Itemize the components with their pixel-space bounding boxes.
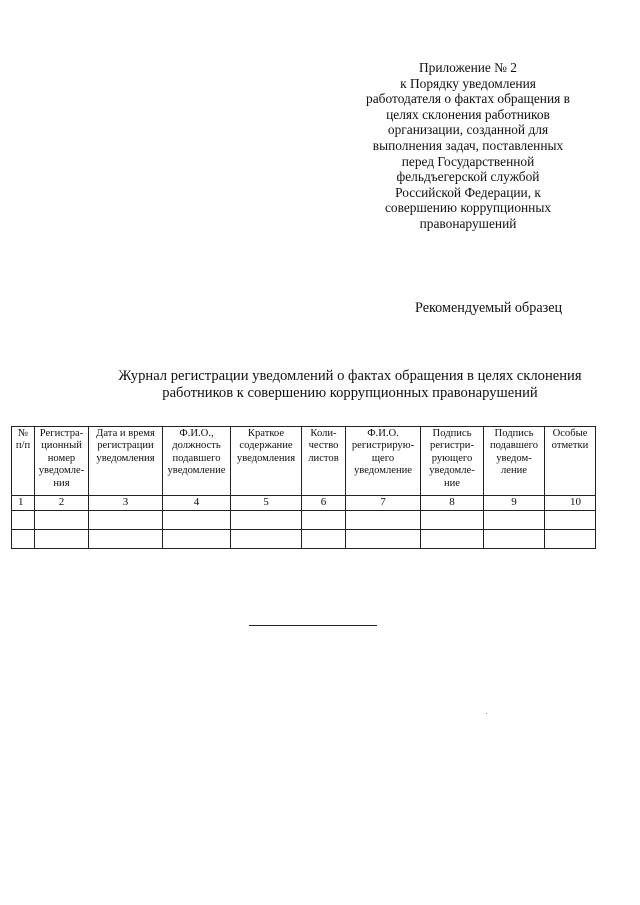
appendix-line: перед Государственной	[401, 153, 535, 169]
empty-cell	[545, 530, 596, 549]
empty-cell	[89, 511, 163, 530]
appendix-line: к Порядку уведомления	[400, 75, 536, 91]
appendix-line: совершению коррупционных	[384, 200, 552, 216]
appendix-line: фельдъегерской службой	[396, 169, 540, 185]
journal-title-line: Журнал регистрации уведомлений о фактах обращения в целях склонения	[118, 368, 582, 384]
empty-cell	[346, 530, 421, 549]
column-number: 10	[545, 496, 596, 511]
header-cell-submitter-signature: Подпись подавшего уведом- ление	[484, 427, 545, 496]
column-number: 9	[484, 496, 545, 511]
table-row	[12, 530, 596, 549]
empty-cell	[89, 530, 163, 549]
header-cell-number: № п/п	[12, 427, 35, 496]
header-cell-special-notes: Особые отметки	[545, 427, 596, 496]
header-cell-registration-date: Дата и время регистрации уведомления	[89, 427, 163, 496]
header-cell-registrar: Ф.И.О. регистрирую- щего уведомление	[346, 427, 421, 496]
empty-cell	[163, 530, 231, 549]
column-number: 4	[163, 496, 231, 511]
empty-cell	[231, 511, 302, 530]
journal-table	[11, 426, 596, 549]
header-cell-summary: Краткое содержание уведомления	[231, 427, 302, 496]
column-number: 6	[302, 496, 346, 511]
header-cell-registration-number: Регистра- ционный номер уведомле- ния	[35, 427, 89, 496]
empty-cell	[302, 511, 346, 530]
empty-cell	[35, 530, 89, 549]
appendix-line: Российской Федерации, к	[395, 184, 541, 200]
column-number: 8	[421, 496, 484, 511]
journal-title-line: работников к совершению коррупционных правонарушений	[162, 385, 538, 401]
empty-cell	[302, 530, 346, 549]
empty-cell	[35, 511, 89, 530]
empty-cell	[545, 511, 596, 530]
scan-speck	[486, 713, 487, 714]
empty-cell	[421, 530, 484, 549]
column-number: 7	[346, 496, 421, 511]
table-row	[12, 511, 596, 530]
appendix-line: правонарушений	[419, 215, 517, 231]
column-number: 5	[231, 496, 302, 511]
empty-cell	[484, 530, 545, 549]
bottom-divider-line	[249, 625, 377, 626]
journal-title	[100, 368, 600, 402]
header-cell-sheet-count: Коли- чество листов	[302, 427, 346, 496]
appendix-line: целях склонения работников	[386, 106, 550, 122]
appendix-line: Приложение № 2	[418, 60, 518, 75]
header-cell-registrar-signature: Подпись регистри- рующего уведомле- ние	[421, 427, 484, 496]
empty-cell	[231, 530, 302, 549]
empty-cell	[484, 511, 545, 530]
column-number: 3	[89, 496, 163, 511]
appendix-heading	[340, 60, 596, 232]
recommended-sample-label: Рекомендуемый образец	[415, 300, 563, 316]
empty-cell	[346, 511, 421, 530]
column-number: 1	[12, 496, 35, 511]
appendix-line: работодателя о фактах обращения в	[366, 91, 570, 107]
appendix-line: выполнения задач, поставленных	[372, 137, 564, 153]
empty-cell	[12, 530, 35, 549]
empty-cell	[421, 511, 484, 530]
empty-cell	[12, 511, 35, 530]
empty-cell	[163, 511, 231, 530]
header-cell-submitter: Ф.И.О., должность подавшего уведомление	[163, 427, 231, 496]
appendix-line: организации, созданной для	[387, 122, 549, 138]
header-row	[12, 427, 596, 496]
column-number-row	[12, 496, 596, 511]
column-number: 2	[35, 496, 89, 511]
